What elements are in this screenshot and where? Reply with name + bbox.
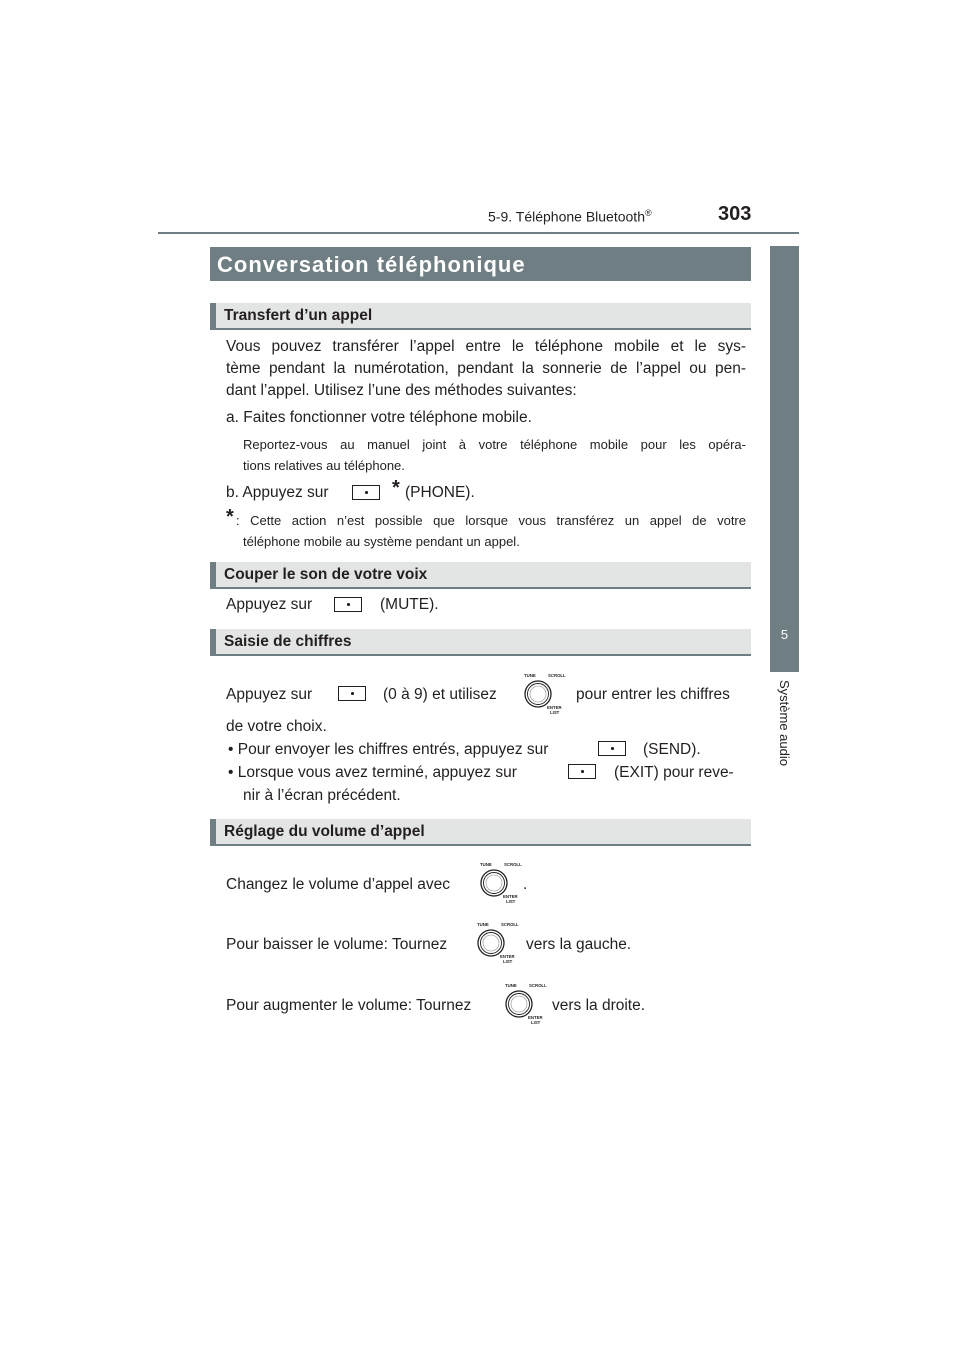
section-heading-transfer-text: Transfert d’un appel xyxy=(224,307,373,324)
side-tab-label: Système audio xyxy=(777,680,792,766)
digits-bullet1-prefix: • Pour envoyer les chiffres entrés, appuyez sur xyxy=(228,741,549,758)
volume-line3-prefix: Pour augmenter le volume: Tournez xyxy=(226,997,472,1014)
mute-prefix: Appuyez sur xyxy=(226,596,313,613)
knob-tune-label: TUNE xyxy=(480,862,492,867)
section-heading-volume xyxy=(210,819,751,846)
knob-scroll-label: SCROLL xyxy=(504,862,522,867)
knob-graphic xyxy=(497,982,547,1026)
note-a-line1: Reportez-vous au manuel joint à votre téléphone mobile pour les opéra- xyxy=(243,437,746,452)
side-tab-number: 5 xyxy=(780,627,789,642)
mute-button-icon xyxy=(334,597,362,612)
footnote-mark: * xyxy=(226,506,234,528)
knob-list-label: LIST xyxy=(550,710,560,715)
digits-line1-mid: (0 à 9) et utilisez xyxy=(383,686,497,703)
step-a: a. Faites fonctionner votre téléphone mobile. xyxy=(226,409,532,426)
knob-scroll-label: SCROLL xyxy=(501,922,519,927)
knob-list-label: LIST xyxy=(531,1020,541,1025)
knob-enter-label: ENTER xyxy=(503,894,518,899)
knob-tune-label: TUNE xyxy=(524,673,536,678)
section-heading-transfer xyxy=(210,303,751,330)
send-button-icon xyxy=(598,741,626,756)
phone-button-icon xyxy=(352,485,380,500)
tune-scroll-knob-icon xyxy=(497,982,547,1026)
page-title xyxy=(210,247,751,281)
knob-scroll-label: SCROLL xyxy=(529,983,547,988)
step-b-suffix: (PHONE). xyxy=(405,484,475,501)
digits-bullet2-cont: nir à l’écran précédent. xyxy=(243,787,401,804)
tune-scroll-knob-icon xyxy=(469,921,519,965)
volume-line1-prefix: Changez le volume d’appel avec xyxy=(226,876,451,893)
volume-line3-suffix: vers la droite. xyxy=(552,997,646,1014)
tune-scroll-knob-icon xyxy=(472,861,522,905)
knob-enter-label: ENTER xyxy=(528,1015,543,1020)
step-b-prefix: b. Appuyez sur xyxy=(226,484,329,501)
header-rule xyxy=(158,232,799,234)
section-heading-mute-text: Couper le son de votre voix xyxy=(224,566,428,583)
chapter-title: 5-9. Téléphone Bluetooth® xyxy=(488,208,652,225)
side-tab-label-wrap xyxy=(770,680,799,780)
volume-line2-prefix: Pour baisser le volume: Tournez xyxy=(226,936,448,953)
page-title-text: Conversation téléphonique xyxy=(217,252,526,277)
note-a-line2: tions relatives au téléphone. xyxy=(243,458,405,473)
tune-scroll-knob-icon xyxy=(516,672,566,716)
knob-enter-label: ENTER xyxy=(500,954,515,959)
knob-scroll-label: SCROLL xyxy=(548,673,566,678)
volume-line1-suffix: . xyxy=(523,876,528,893)
transfer-paragraph-line2: tème pendant la numérotation, pendant la sonnerie de l’appel ou pen- xyxy=(226,360,746,377)
digits-line1-suffix: pour entrer les chiffres xyxy=(576,686,730,703)
step-b-asterisk: * xyxy=(392,477,400,499)
number-button-icon xyxy=(338,686,366,701)
mute-suffix: (MUTE). xyxy=(380,596,439,613)
section-heading-volume-text: Réglage du volume d’appel xyxy=(224,823,425,840)
knob-enter-label: ENTER xyxy=(547,705,562,710)
digits-bullet2-prefix: • Lorsque vous avez terminé, appuyez sur xyxy=(228,764,517,781)
knob-graphic xyxy=(469,921,519,965)
transfer-paragraph-line1: Vous pouvez transférer l’appel entre le téléphone mobile et le sys- xyxy=(226,338,746,355)
exit-button-icon xyxy=(568,764,596,779)
knob-list-label: LIST xyxy=(503,959,513,964)
transfer-paragraph-line3: dant l’appel. Utilisez l’une des méthodes suivantes: xyxy=(226,382,577,399)
digits-bullet2-suffix: (EXIT) pour reve- xyxy=(614,764,734,781)
section-heading-digits-text: Saisie de chiffres xyxy=(224,633,352,650)
page-number: 303 xyxy=(718,203,752,225)
section-heading-digits xyxy=(210,629,751,656)
digits-bullet1-suffix: (SEND). xyxy=(643,741,701,758)
section-heading-mute xyxy=(210,562,751,589)
knob-list-label: LIST xyxy=(506,899,516,904)
footnote-line1: : Cette action n’est possible que lorsque vous transférez un appel de votre xyxy=(236,513,746,528)
knob-tune-label: TUNE xyxy=(505,983,517,988)
footnote-line2: téléphone mobile au système pendant un appel. xyxy=(243,534,520,549)
knob-tune-label: TUNE xyxy=(477,922,489,927)
knob-graphic xyxy=(472,861,522,905)
volume-line2-suffix: vers la gauche. xyxy=(526,936,632,953)
side-tab xyxy=(770,246,799,672)
digits-line1-prefix: Appuyez sur xyxy=(226,686,313,703)
knob-graphic xyxy=(516,672,566,716)
digits-line2: de votre choix. xyxy=(226,718,327,735)
